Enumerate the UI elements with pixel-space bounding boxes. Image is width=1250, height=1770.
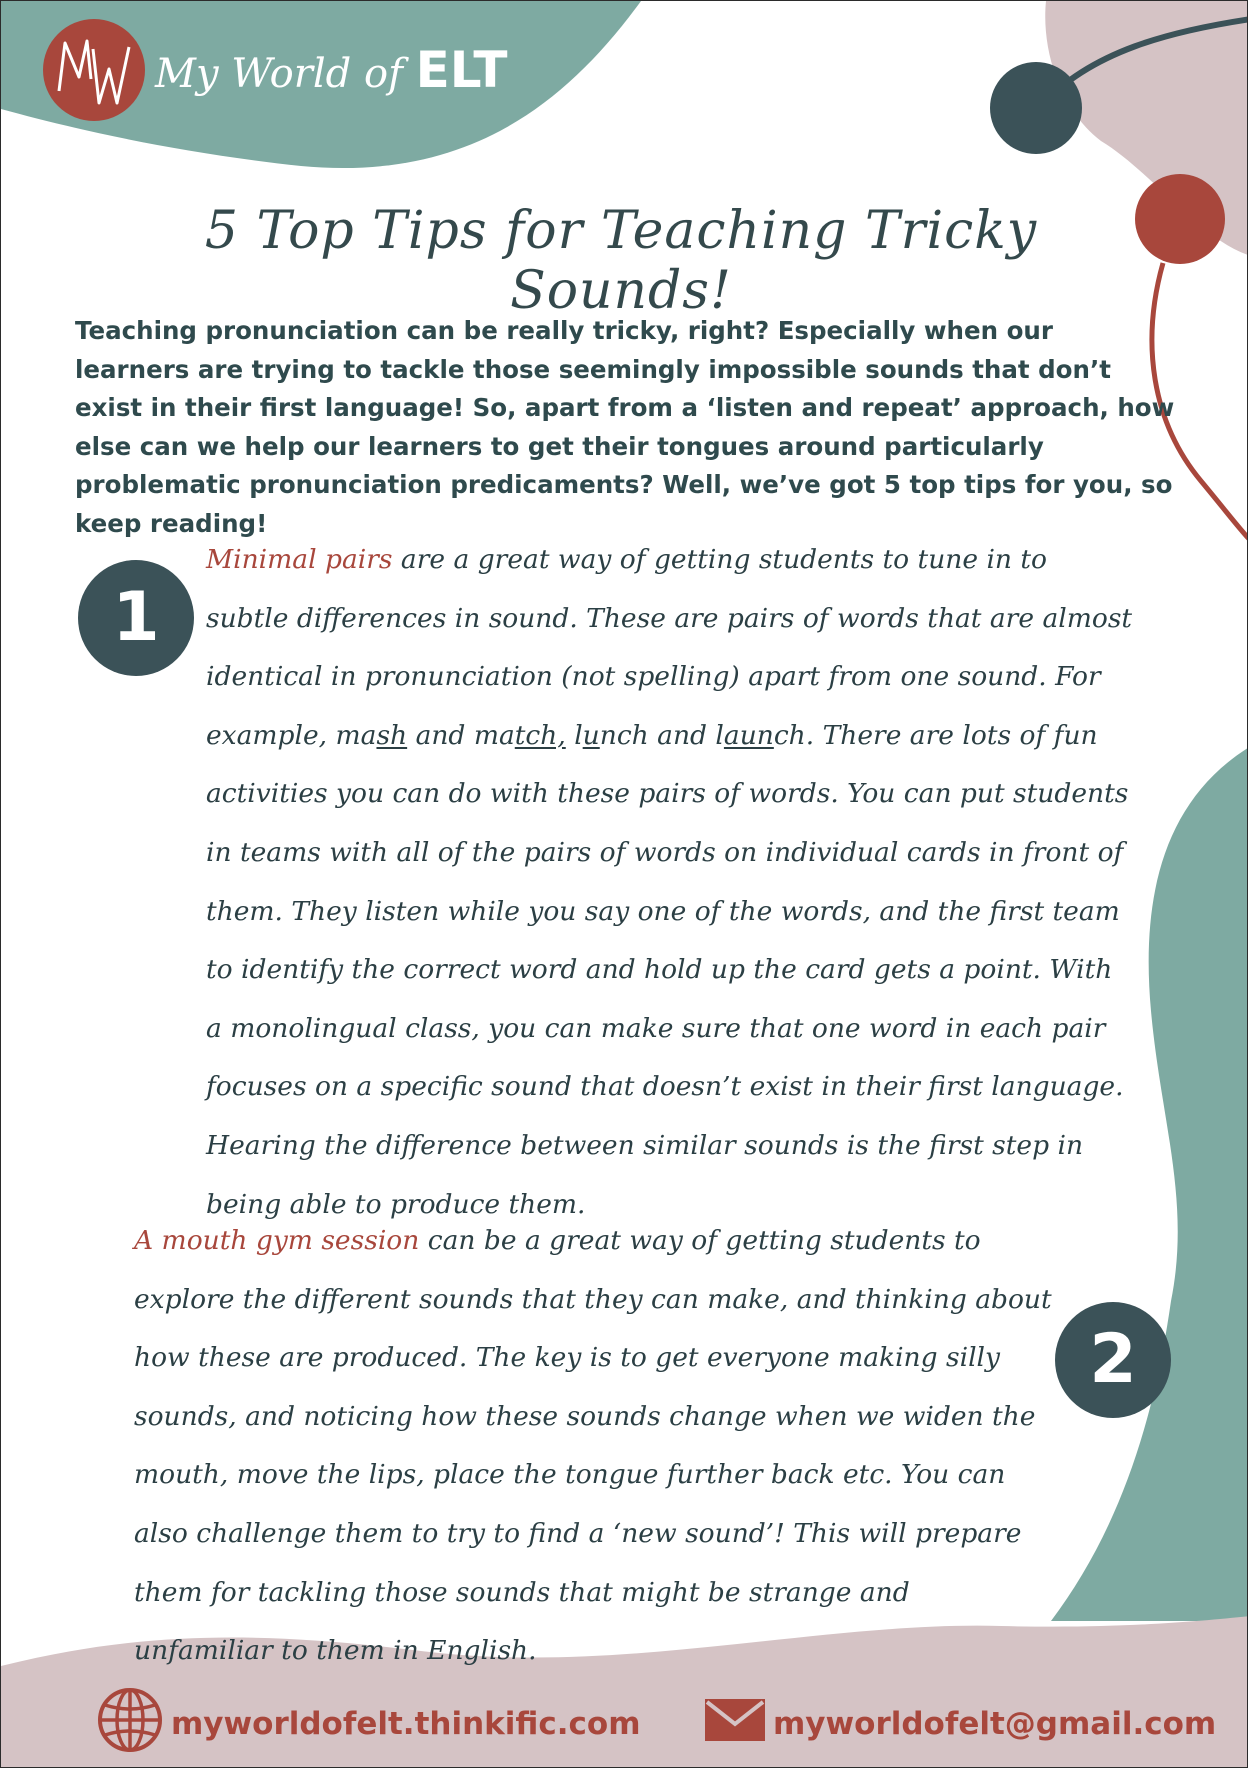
intro-paragraph: Teaching pronunciation can be really tricky, right? Especially when our learners are trying to tackle those seemingly impossible sounds that don’t exist in their first language! So, apart from a ‘listen and repeat’ approach, how else can we help our learners to get their tongues around particularly problematic pronunciation predicaments? Well, we’ve got 5 top tips for you, so keep reading! [75, 316, 1175, 538]
tip-1-paragraph: Minimal pairs are a great way of getting students to tune in to subtle differences in sound. These are pairs of words that are almost identical in pronunciation (not spelling) apart from one sound. For example, mash and match, lunch and launch. There are lots of fun activities you can do with these pairs of words. You can put students in teams with all of the pairs of words on individual cards in front of them. They listen while you say one of the words, and the first team to identify the correct word and hold up the card gets a point. With a monolingual class, you can make sure that one word in each pair focuses on a specific sound that doesn’t exist in their first language. Hearing the difference between similar sounds is the first step in being able to produce them. [206, 544, 1133, 1220]
tip-number-badge: 2 [1055, 1302, 1171, 1418]
email-text: myworldofelt@gmail.com [773, 1706, 1217, 1742]
email-link[interactable] [705, 1699, 1216, 1749]
logo [43, 19, 145, 121]
example-word-launch: launch [715, 719, 806, 751]
tip-2-text: can be a great way of getting students to explore the different sounds that they can make, and thinking about how these are produced. The key is to get everyone making silly sounds, and noticing how these sounds change when we widen the mouth, move the lips, place the tongue further back etc. You can also challenge them to try to find a ‘new sound’! This will prepare them for tackling those sounds that might be strange and unfamiliar to them in English. [134, 1225, 1052, 1667]
tip-1-text: are a great way of getting students to tune in to subtle differences in sound. These are pairs of words that are almost identical in pronunciation (not spelling) apart from one sound. For example, [206, 544, 1133, 751]
envelope-icon [705, 1699, 765, 1749]
example-word-lunch: lunch [574, 719, 649, 751]
tip-1-keyword: Minimal pairs [206, 544, 393, 575]
tip-1-text-continued: . There are lots of fun activities you can do with these pairs of words. You can put students in teams with all of the pairs of words on individual cards in front of them. They listen while you say one of the words, and the first team to identify the correct word and hold up the card gets a point. With a monolingual class, you can make sure that one word in each pair focuses on a specific sound that doesn’t exist in their first language. Hearing the difference between similar sounds is the first step in being able to produce them. [206, 719, 1129, 1220]
tip-number-badge: 1 [78, 560, 194, 676]
logo-monogram [43, 19, 145, 121]
website-text: myworldofelt.thinkific.com [171, 1706, 641, 1742]
brand-name-script: My World of [155, 51, 403, 97]
brand-name-bold: ELT [415, 41, 508, 99]
tip-2-keyword: A mouth gym session [134, 1225, 420, 1256]
example-word-match: match, [473, 719, 566, 751]
tip-2-paragraph [134, 1212, 1052, 1681]
dark-circle-decoration [990, 62, 1082, 154]
brand-name [155, 41, 507, 99]
rust-circle-decoration [1135, 174, 1225, 264]
website-link[interactable] [97, 1687, 641, 1761]
globe-icon [97, 1687, 163, 1761]
page-title: 5 Top Tips for Teaching Tricky Sounds! [204, 201, 1038, 321]
example-word-mash: mash [335, 719, 408, 751]
